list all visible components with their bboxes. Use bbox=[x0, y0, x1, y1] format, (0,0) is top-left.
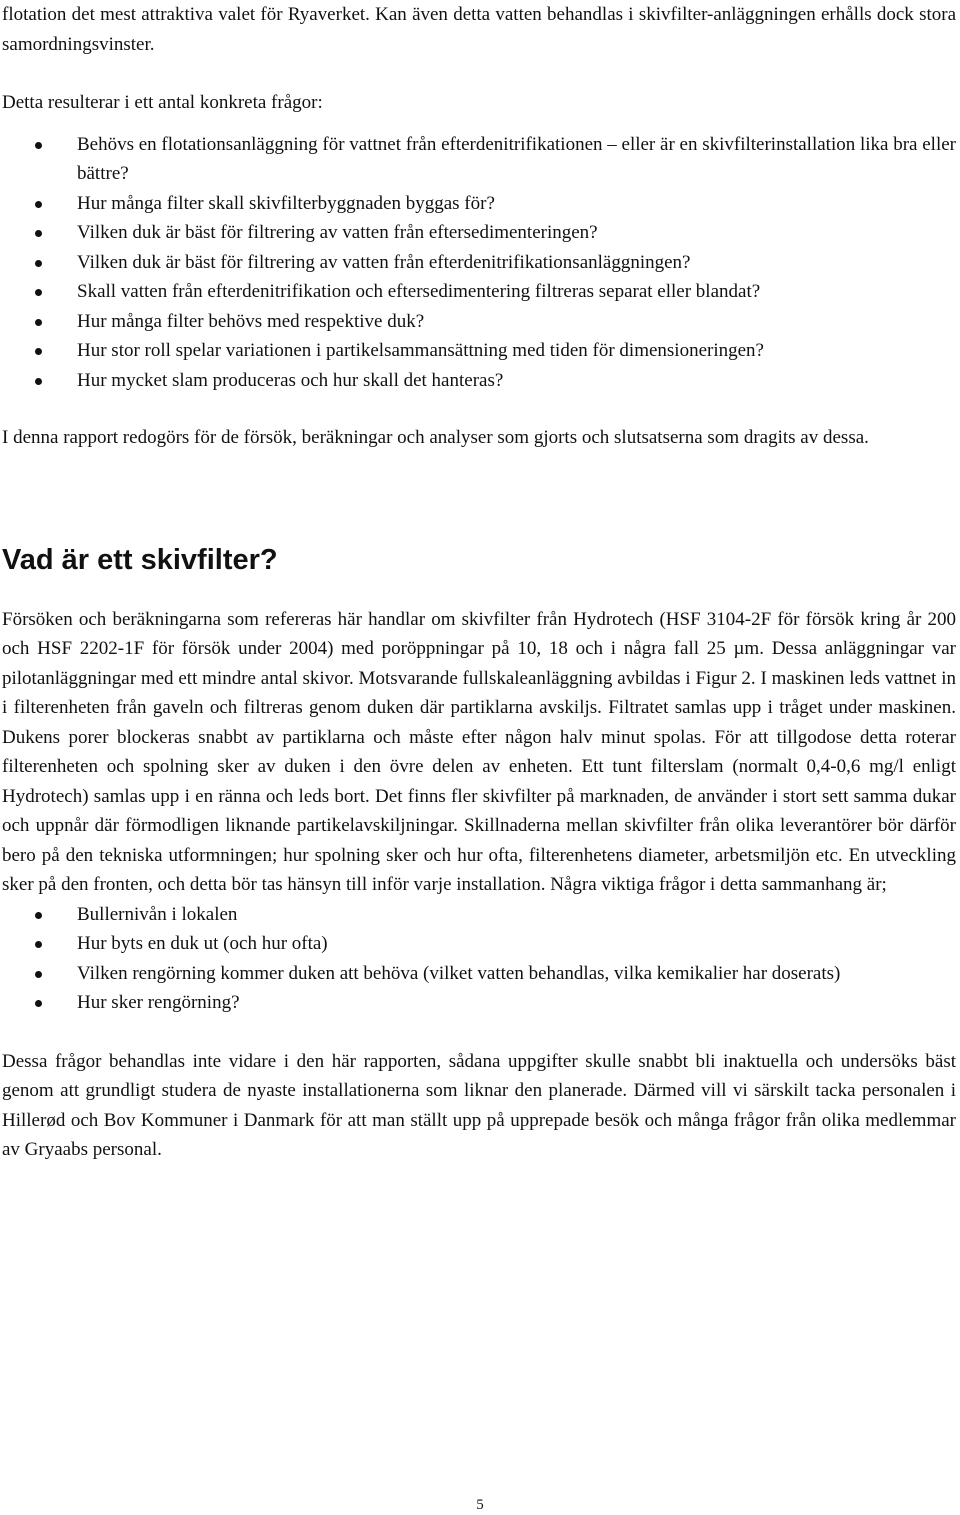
bullet-icon bbox=[35, 201, 42, 208]
report-summary: I denna rapport redogörs för de försök, beräkningar och analyser som gjorts och slutsatserna som dragits av dessa. bbox=[2, 427, 869, 448]
list-item bbox=[2, 218, 956, 248]
page-content bbox=[2, 0, 956, 1165]
bullet-icon bbox=[35, 348, 42, 355]
bullet-icon bbox=[35, 1000, 42, 1007]
questions-list bbox=[2, 130, 956, 396]
question-text: Vilken duk är bäst för filtrering av vatten från eftersedimenteringen? bbox=[77, 222, 598, 243]
bullet-icon bbox=[35, 260, 42, 267]
list-item bbox=[2, 900, 956, 930]
intro-paragraph: flotation det mest attraktiva valet för Ryaverket. Kan även detta vatten behandlas i skivfilter-anläggningen erhålls dock stora samordningsvinster. bbox=[2, 4, 956, 55]
question-text: Hur stor roll spelar variationen i partikelsammansättning med tiden för dimensioneringen? bbox=[77, 340, 764, 361]
bullet-icon bbox=[35, 912, 42, 919]
questions-lead: Detta resulterar i ett antal konkreta frågor: bbox=[2, 92, 323, 113]
list-item bbox=[2, 130, 956, 189]
closing-paragraph: Dessa frågor behandlas inte vidare i den här rapporten, sådana uppgifter skulle snabbt bli inaktuella och undersöks bäst genom att grundligt studera de nyaste installationerna som liknar den planerade. Därmed vill vi särskilt tacka personalen i Hillerød och Bov Kommuner i Danmark för att man ställt upp på upprepade besök och många frågor från olika medlemmar av Gryaabs personal. bbox=[2, 1050, 956, 1160]
list-item bbox=[2, 307, 956, 337]
consideration-text: Hur byts en duk ut (och hur ofta) bbox=[77, 933, 328, 954]
considerations-list bbox=[2, 900, 956, 1018]
page-number: 5 bbox=[476, 1497, 484, 1513]
list-item bbox=[2, 336, 956, 366]
section-heading: Vad är ett skivfilter? bbox=[2, 543, 278, 576]
list-item bbox=[2, 988, 956, 1018]
bullet-icon bbox=[35, 941, 42, 948]
bullet-icon bbox=[35, 971, 42, 978]
consideration-text: Bullernivån i lokalen bbox=[77, 903, 238, 925]
list-item bbox=[2, 189, 956, 219]
question-text: Hur många filter behövs med respektive duk? bbox=[77, 310, 425, 332]
list-item bbox=[2, 366, 956, 396]
list-item bbox=[2, 248, 956, 278]
list-item bbox=[2, 959, 956, 989]
consideration-text: Vilken rengörning kommer duken att behöva (vilket vatten behandlas, vilka kemikalier har doserats) bbox=[77, 962, 841, 984]
body-paragraph: Försöken och beräkningarna som refereras här handlar om skivfilter från Hydrotech (HSF 3104-2F för försök kring år 200 och HSF 2202-1F för försök under 2004) med poröppningar på 10, 18 och i några fall 25 µm. Dessa anläggningar var pilotanläggningar med ett mindre antal skivor. Motsvarande fullskaleanläggning avbildas i Figur 2. I maskinen leds vattnet in i filterenheten från gaveln och filtreras genom duken där partiklarna avskiljs. Filtratet samlas upp i tråget under maskinen. Dukens porer blockeras snabbt av partiklarna och måste efter någon halv minut spolas. För att tillgodose detta roterar filterenheten och spolning sker av duken i den övre delen av enheten. Ett tunt filterslam (normalt 0,4-0,6 mg/l enligt Hydrotech) samlas upp i en ränna och leds bort. Det finns fler skivfilter på marknaden, de använder i stort sett samma dukar och uppnår där förmodligen liknande partikelavskiljningar. Skillnaderna mellan skivfilter från olika leverantörer bör därför bero på den tekniska utformningen; hur spolning sker och hur ofta, filterenhetens diameter, arbetsmiljön etc. En utveckling sker på den fronten, och detta bör tas hänsyn till inför varje installation. Några viktiga frågor i detta sammanhang är; bbox=[2, 608, 956, 895]
question-text: Skall vatten från efterdenitrifikation och eftersedimentering filtreras separat eller blandat? bbox=[77, 281, 761, 302]
bullet-icon bbox=[35, 319, 42, 326]
bullet-icon bbox=[35, 230, 42, 237]
consideration-text: Hur sker rengörning? bbox=[77, 992, 240, 1013]
list-item bbox=[2, 277, 956, 307]
bullet-icon bbox=[35, 378, 42, 385]
list-item bbox=[2, 929, 956, 959]
bullet-icon bbox=[35, 289, 42, 296]
question-text: Hur mycket slam produceras och hur skall det hanteras? bbox=[77, 369, 504, 391]
question-text: Hur många filter skall skivfilterbyggnaden byggas för? bbox=[77, 192, 495, 214]
bullet-icon bbox=[35, 142, 42, 149]
question-text: Behövs en flotationsanläggning för vattnet från efterdenitrifikationen – eller är en skivfilterinstallation lika bra eller bättre? bbox=[77, 133, 956, 184]
question-text: Vilken duk är bäst för filtrering av vatten från efterdenitrifikationsanläggningen? bbox=[77, 251, 691, 273]
